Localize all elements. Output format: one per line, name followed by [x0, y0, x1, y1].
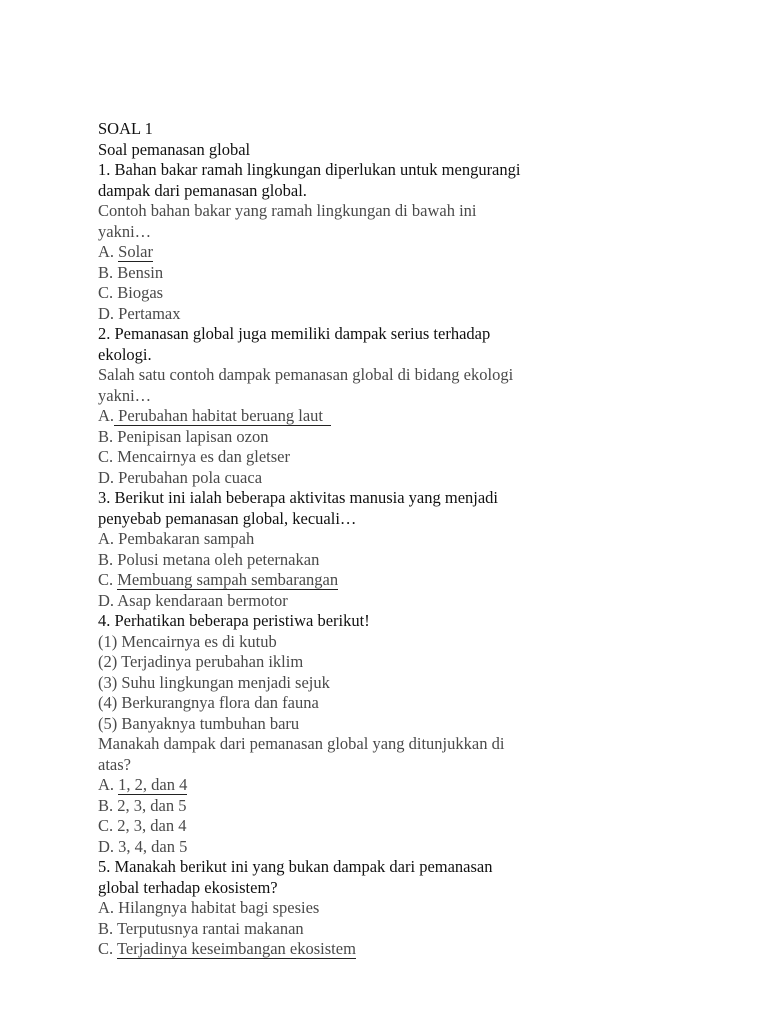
question-stem: penyebab pemanasan global, kecuali…	[98, 508, 357, 528]
option-d: D. Pertamax	[98, 303, 181, 323]
answer-underline: Membuang sampah sembarangan	[117, 570, 339, 589]
question-prompt: Manakah dampak dari pemanasan global yang ditunjukkan di	[98, 734, 505, 753]
question-5	[98, 857, 598, 960]
answer-underline: Perubahan habitat beruang laut	[114, 406, 332, 425]
question-prompt: Salah satu contoh dampak pemanasan global di bidang ekologi	[98, 365, 514, 384]
option-b: B. Terputusnya rantai makanan	[98, 918, 304, 938]
question-stem: 3. Berikut ini ialah beberapa aktivitas manusia yang menjadi	[98, 488, 499, 507]
question-stem: 5. Manakah berikut ini yang bukan dampak dari pemanasan	[98, 857, 493, 876]
answer-underline: Terjadinya keseimbangan ekosistem	[116, 939, 356, 958]
event-item: (3) Suhu lingkungan menjadi sejuk	[98, 672, 330, 692]
document-subtitle: Soal pemanasan global	[98, 139, 251, 159]
option-d: D. Perubahan pola cuaca	[98, 467, 263, 487]
question-1	[98, 160, 598, 324]
option-b: B. Penipisan lapisan ozon	[98, 426, 269, 446]
question-stem: ekologi.	[98, 344, 152, 364]
option-d: D. Asap kendaraan bermotor	[98, 590, 288, 610]
option-b: B. 2, 3, dan 5	[98, 795, 187, 815]
question-prompt: atas?	[98, 754, 131, 774]
document-page	[98, 119, 598, 960]
question-prompt: yakni…	[98, 385, 152, 405]
question-stem: global terhadap ekosistem?	[98, 877, 278, 897]
option-c: C. 2, 3, dan 4	[98, 816, 187, 835]
option-c: C. Terjadinya keseimbangan ekosistem	[98, 939, 356, 958]
option-a: A. Pembakaran sampah	[98, 529, 255, 548]
question-stem: 2. Pemanasan global juga memiliki dampak serius terhadap	[98, 324, 491, 343]
question-prompt: Contoh bahan bakar yang ramah lingkungan di bawah ini	[98, 201, 477, 220]
event-item: (4) Berkurangnya flora dan fauna	[98, 693, 319, 712]
question-prompt: yakni…	[98, 221, 152, 241]
event-item: (1) Mencairnya es di kutub	[98, 631, 277, 651]
event-item: (5) Banyaknya tumbuhan baru	[98, 713, 300, 733]
question-3	[98, 488, 598, 611]
question-4	[98, 611, 598, 857]
option-c: C. Biogas	[98, 283, 164, 302]
document-title: SOAL 1	[98, 119, 153, 138]
event-item: (2) Terjadinya perubahan iklim	[98, 652, 304, 671]
option-c: C. Membuang sampah sembarangan	[98, 570, 339, 589]
option-d: D. 3, 4, dan 5	[98, 836, 188, 856]
answer-underline: 1, 2, dan 4	[118, 775, 188, 794]
question-stem: dampak dari pemanasan global.	[98, 180, 307, 200]
option-a: A. 1, 2, dan 4	[98, 775, 188, 794]
option-b: B. Bensin	[98, 262, 164, 282]
option-a: A. Perubahan habitat beruang laut	[98, 406, 332, 425]
option-c: C. Mencairnya es dan gletser	[98, 447, 290, 466]
question-2	[98, 324, 598, 488]
option-a: A. Solar	[98, 242, 154, 261]
answer-underline: Solar	[118, 242, 154, 261]
option-b: B. Polusi metana oleh peternakan	[98, 549, 320, 569]
question-stem: 4. Perhatikan beberapa peristiwa berikut!	[98, 611, 370, 630]
option-a: A. Hilangnya habitat bagi spesies	[98, 898, 320, 917]
question-stem: 1. Bahan bakar ramah lingkungan diperlukan untuk mengurangi	[98, 160, 521, 179]
